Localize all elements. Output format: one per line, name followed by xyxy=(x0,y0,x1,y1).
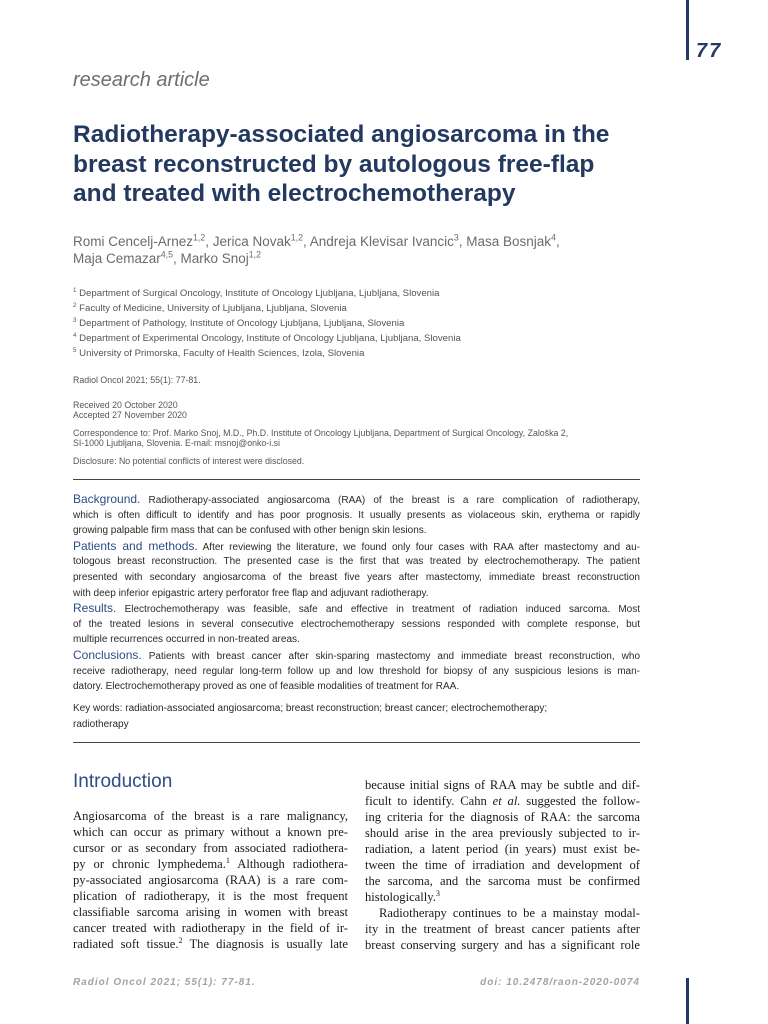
affiliation-number: 3 xyxy=(73,316,77,324)
body-text-line xyxy=(73,856,348,872)
body-text-line: cancer treated with radiotherapy in the field of ir- xyxy=(73,921,348,935)
reference-marker: 2 xyxy=(178,935,183,945)
journal-citation: Radiol Oncol 2021; 55(1): 77-81. xyxy=(73,375,201,385)
affiliation-number: 2 xyxy=(73,301,77,309)
affiliation-text: Department of Surgical Oncology, Institute of Oncology Ljubljana, Ljubljana, Slovenia xyxy=(79,288,440,299)
reference-marker: 1 xyxy=(225,855,230,865)
author-separator: , xyxy=(555,234,560,249)
abstract-line xyxy=(73,601,640,617)
article-title xyxy=(73,120,609,209)
author-affiliation-ref: 4,5 xyxy=(160,249,173,260)
affiliation-number: 4 xyxy=(73,331,77,339)
top-margin-rule xyxy=(686,0,689,60)
body-text-line: Radiotherapy continues to be a mainstay modal- xyxy=(379,906,640,920)
body-column-left xyxy=(73,808,348,952)
bottom-margin-rule xyxy=(686,978,689,1024)
abstract-text: After reviewing the literature, we found only four cases with RAA after mastectomy and au- xyxy=(202,541,640,553)
abstract-heading-results: Results. xyxy=(73,601,117,616)
abstract-line: growing palpable firm mass that can be confused with other benign skin lesions. xyxy=(73,525,427,537)
keywords xyxy=(73,701,640,733)
body-text: ficult to identify. Cahn xyxy=(365,794,487,808)
body-text-line xyxy=(73,936,348,952)
author-line xyxy=(73,233,560,250)
affiliation-text: University of Primorska, Faculty of Health Sciences, Izola, Slovenia xyxy=(79,348,365,359)
body-text-line: breast conserving surgery and has a significant role xyxy=(365,938,640,952)
body-text-line xyxy=(365,793,640,809)
received-date: Received 20 October 2020 xyxy=(73,400,178,410)
affiliation xyxy=(73,301,461,316)
affiliation-list xyxy=(73,286,461,361)
author-name: Maja Cemazar xyxy=(73,251,161,266)
keywords-line: radiotherapy xyxy=(73,719,129,730)
abstract-line xyxy=(73,648,640,664)
body-text: py or chronic lymphedema. xyxy=(73,857,226,871)
abstract-top-divider xyxy=(73,479,640,480)
body-text-line: ing criteria for the diagnosis of RAA: the sarcoma xyxy=(365,810,640,824)
author-name: Jerica Novak xyxy=(212,234,291,249)
abstract-heading-background: Background. xyxy=(73,492,141,506)
page-number: 77 xyxy=(696,40,723,62)
abstract-line: datory. Electrochemotherapy proved as one of feasible modalities of treatment for RAA. xyxy=(73,681,460,693)
body-text-line: py-associated angiosarcoma (RAA) is a rare com- xyxy=(73,873,348,887)
footer-citation: Radiol Oncol 2021; 55(1): 77-81. xyxy=(73,977,256,988)
body-text-line: Angiosarcoma of the breast is a rare malignancy, xyxy=(73,809,348,823)
affiliation xyxy=(73,286,461,301)
abstract-line: tologous breast reconstruction. The presented case is the first that was treated by electrochemotherapy. The patient xyxy=(73,556,640,568)
body-text-line: radiation, a latent period (in years) must exist be- xyxy=(365,842,640,856)
correspondence-line: SI-1000 Ljubljana, Slovenia. E-mail: msnoj@onko-i.si xyxy=(73,438,280,448)
abstract-line: presented with secondary angiosarcoma of the breast five years after mastectomy, immediate breast reconstruction xyxy=(73,571,640,583)
author-list xyxy=(73,233,560,267)
abstract-line xyxy=(73,539,640,555)
author-name: Marko Snoj xyxy=(180,251,249,266)
author-line xyxy=(73,250,560,267)
author-separator: , xyxy=(172,251,177,266)
abstract-line xyxy=(73,492,640,508)
abstract-line: multiple recurrences occurred in non-treated areas. xyxy=(73,634,300,646)
body-text: The diagnosis is usually late xyxy=(189,937,349,951)
body-column-right xyxy=(365,777,640,953)
author-separator: , xyxy=(302,234,307,249)
title-line: Radiotherapy-associated angiosarcoma in the xyxy=(73,121,610,148)
abstract xyxy=(73,492,640,695)
abstract-line: of the treated lesions in several consecutive electrochemotherapy sessions responded with complete response, but xyxy=(73,618,640,630)
author-name: Romi Cencelj-Arnez xyxy=(73,234,194,249)
author-separator: , xyxy=(458,234,463,249)
title-line: and treated with electrochemotherapy xyxy=(73,180,516,207)
abstract-line: with deep inferior epigastric artery perforator free flap and adjuvant radiotherapy. xyxy=(73,587,429,599)
section-heading-introduction: Introduction xyxy=(73,771,173,792)
correspondence-line: Correspondence to: Prof. Marko Snoj, M.D., Ph.D. Institute of Oncology Ljubljana, Department of Surgical Oncology, Zaloška 2, xyxy=(73,428,569,438)
correspondence xyxy=(73,428,568,448)
title-line: breast reconstructed by autologous free-flap xyxy=(73,150,595,178)
body-text-italic: et al. xyxy=(492,794,521,808)
body-text-line: ity in the treatment of breast cancer patients after xyxy=(365,922,640,936)
author-affiliation-ref: 1,2 xyxy=(248,249,261,260)
keywords-line: Key words: radiation-associated angiosarcoma; breast reconstruction; breast cancer; electrochemotherapy; xyxy=(73,703,548,714)
affiliation-number: 1 xyxy=(73,286,77,294)
author-separator: , xyxy=(205,234,209,249)
affiliation-text: Department of Pathology, Institute of Oncology Ljubljana, Ljubljana, Slovenia xyxy=(79,318,405,329)
abstract-text: Electrochemotherapy was feasible, safe and effective in treatment of radiation induced sarcoma. Most xyxy=(124,604,640,616)
body-text: Although radiothera- xyxy=(237,857,348,871)
abstract-line: receive radiotherapy, need regular long-term follow up and low threshold for biopsy of any suspicious lesions is man- xyxy=(73,665,640,677)
body-text: suggested the follow- xyxy=(526,794,640,808)
body-text-line: tween the time of irradiation and development of xyxy=(365,858,640,872)
abstract-text: Patients with breast cancer after skin-sparing mastectomy and immediate breast reconstruction, who xyxy=(148,650,640,662)
abstract-line: which is often difficult to identify and has poor prognosis. It usually presents as violaceous skin, erythema or rapidly xyxy=(73,509,640,521)
abstract-heading-methods: Patients and methods. xyxy=(73,538,198,553)
author-affiliation-ref: 4 xyxy=(551,232,556,243)
disclosure-statement: Disclosure: No potential conflicts of interest were disclosed. xyxy=(73,456,305,466)
affiliation xyxy=(73,331,461,346)
body-text-line: should arise in the area previously subjected to ir- xyxy=(365,826,640,840)
reference-marker: 3 xyxy=(435,888,440,898)
body-text-line xyxy=(365,889,640,905)
body-text-line: classifiable sarcoma arising in women with breast xyxy=(73,905,348,919)
body-text-line: the sarcoma, and the sarcoma must be confirmed xyxy=(365,874,640,888)
body-text: radiated soft tissue. xyxy=(73,937,179,951)
author-name: Andreja Klevisar Ivancic xyxy=(309,234,454,249)
section-label: research article xyxy=(73,69,210,91)
body-text: histologically. xyxy=(365,890,436,904)
affiliation-number: 5 xyxy=(73,346,77,354)
author-affiliation-ref: 1,2 xyxy=(290,232,303,243)
author-affiliation-ref: 1,2 xyxy=(193,232,206,243)
footer-doi: doi: 10.2478/raon-2020-0074 xyxy=(480,977,640,988)
body-text-line: cursor or as secondary from associated radiothera- xyxy=(73,841,348,855)
abstract-heading-conclusions: Conclusions. xyxy=(73,647,142,662)
accepted-date: Accepted 27 November 2020 xyxy=(73,410,187,420)
article-dates xyxy=(73,400,187,420)
body-text-line: plication of radiotherapy, it is the most frequent xyxy=(73,889,348,903)
author-affiliation-ref: 3 xyxy=(453,232,459,243)
body-text-line: because initial signs of RAA may be subtle and dif- xyxy=(365,778,640,792)
abstract-text: Radiotherapy-associated angiosarcoma (RAA) of the breast is a rare complication of radiotherapy, xyxy=(148,495,640,506)
affiliation-text: Faculty of Medicine, University of Ljubljana, Ljubljana, Slovenia xyxy=(79,303,347,314)
affiliation xyxy=(73,316,461,331)
author-name: Masa Bosnjak xyxy=(466,234,552,249)
abstract-bottom-divider xyxy=(73,742,640,743)
affiliation xyxy=(73,346,461,361)
affiliation-text: Department of Experimental Oncology, Institute of Oncology Ljubljana, Ljubljana, Slovenia xyxy=(79,333,461,344)
body-text-line: which can occur as primary without a known pre- xyxy=(73,825,348,839)
